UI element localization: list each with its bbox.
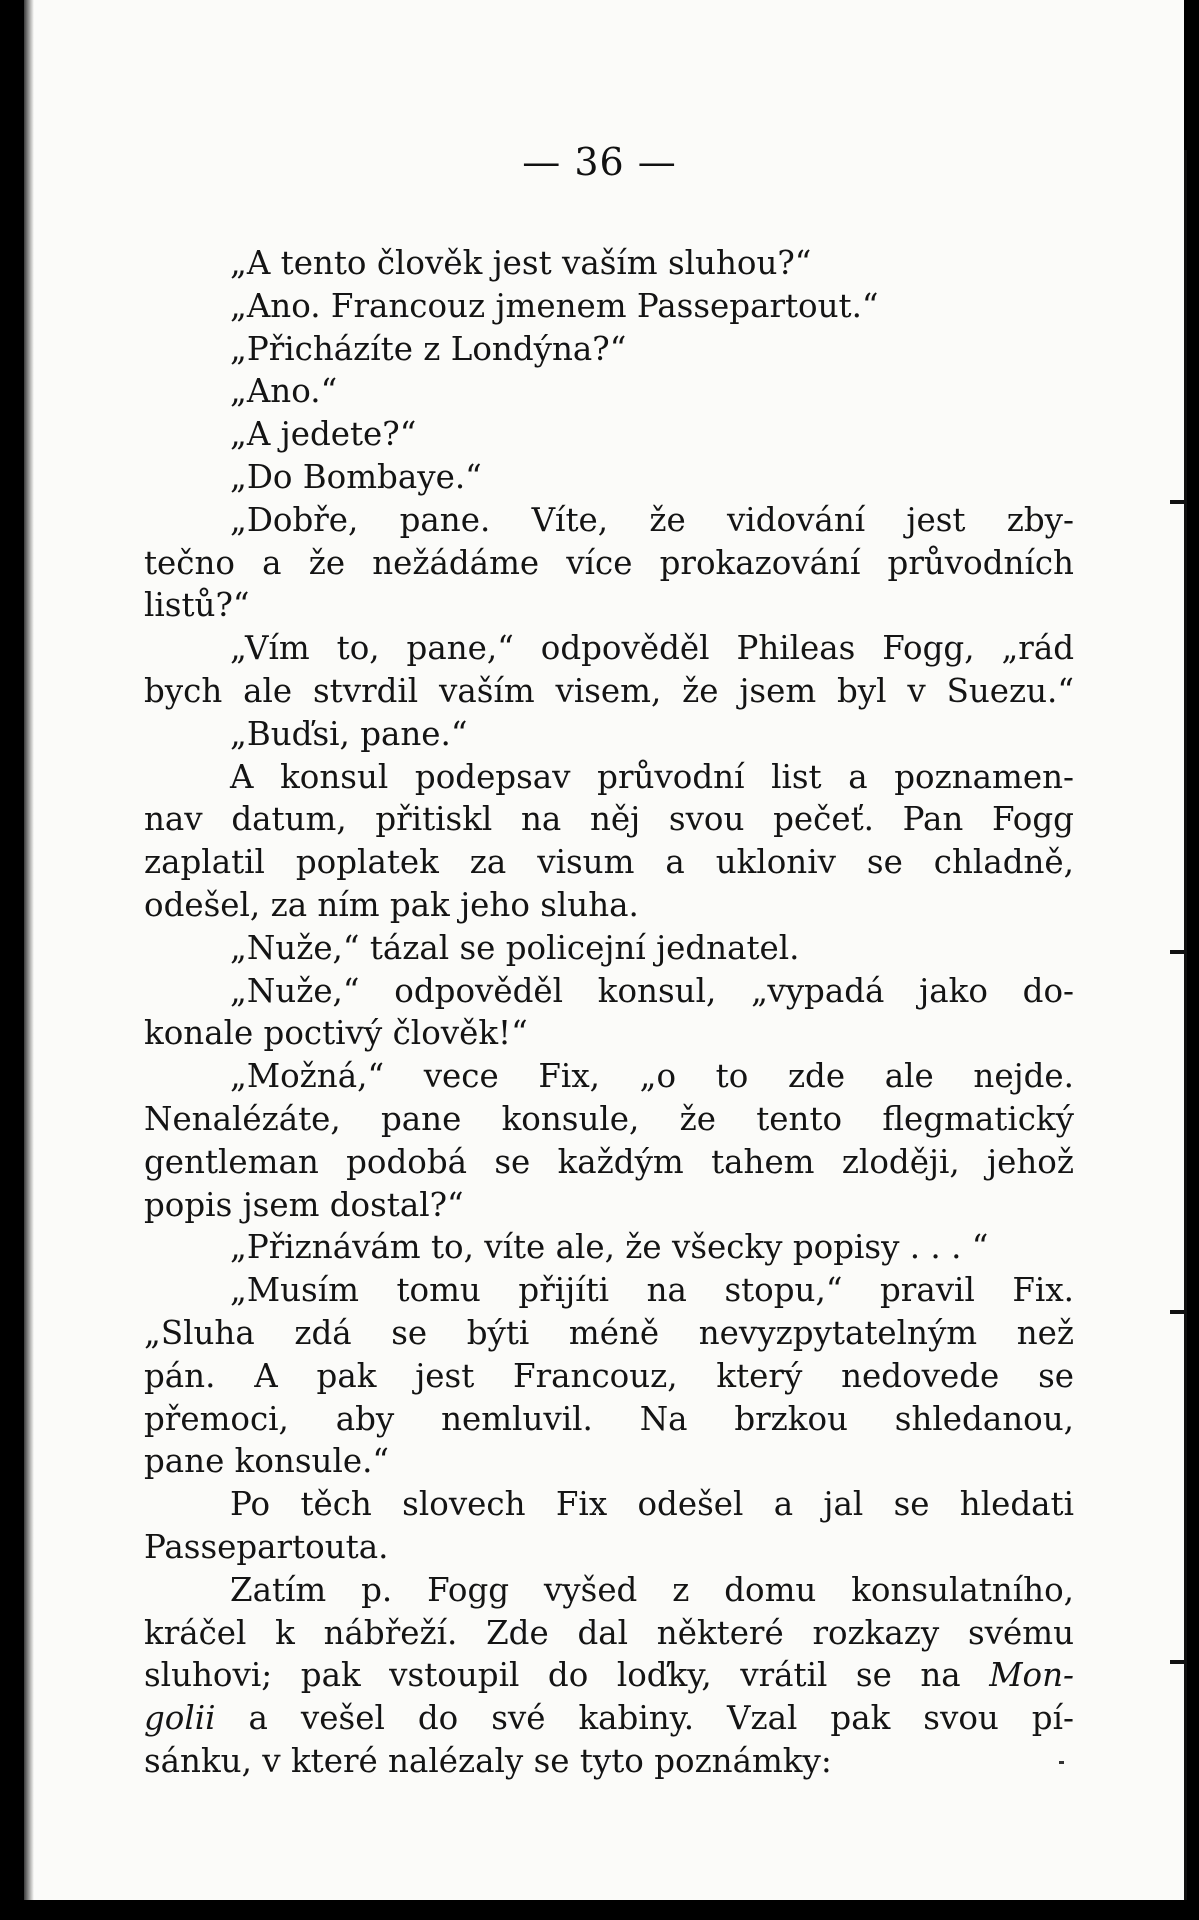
text-line: sluhovi; pak vstoupil do loďky, vrátil se na Mon- [144,1656,1074,1695]
text-line: pán. A pak jest Francouz, který nedovede se [144,1356,1074,1395]
text-line: „Přicházíte z Londýna?“ [230,329,627,368]
text-line: Zatím p. Fogg vyšed z domu konsulatního, [230,1570,1074,1609]
text-line: popis jsem dostal?“ [144,1185,464,1224]
text-line: odešel, za ním pak jeho sluha. [144,885,639,924]
text-line: nav datum, přitiskl na něj svou pečeť. Pan Fogg [144,800,1074,839]
text-line: Nenalézáte, pane konsule, že tento flegmatický [144,1099,1074,1138]
text-line: konale poctivý člověk!“ [144,1014,528,1053]
text-line: listů?“ [144,586,250,625]
text-line: „Ano.“ [230,372,338,411]
text-line: Passepartouta. [144,1527,389,1566]
text-line: gentleman podobá se každým tahem zloději, jehož [144,1142,1074,1181]
edge-tick-mark [1170,1660,1184,1664]
text-line: „Do Bombaye.“ [230,457,482,496]
text-line: sánku, v které nalézaly se tyto poznámky: [144,1741,832,1780]
edge-tick-mark [1170,500,1184,504]
text-line: „Buďsi, pane.“ [230,714,468,753]
text-line: bych ale stvrdil vaším visem, že jsem byl v Suezu.“ [144,671,1074,710]
text-line: A konsul podepsav průvodní list a poznamen- [230,757,1074,796]
edge-tick-mark [1170,1310,1184,1314]
page-right-edge-rule [1184,150,1187,1900]
page-left-edge-shadow [24,0,34,1900]
text-line: pane konsule.“ [144,1442,390,1481]
text-line: „Dobře, pane. Víte, že vidování jest zby- [230,500,1074,539]
text-line: „Nuže,“ tázal se policejní jednatel. [230,928,800,967]
edge-tick-mark [1170,950,1184,954]
text-line: Po těch slovech Fix odešel a jal se hledati [230,1485,1074,1524]
text-line: „Přiznávám to, víte ale, že všecky popisy . . . “ [230,1228,989,1267]
text-line: „Možná,“ vece Fix, „o to zde ale nejde. [230,1057,1074,1096]
body-text [144,242,1074,1783]
text-line: zaplatil poplatek za visum a ukloniv se chladně, [144,843,1074,882]
text-line: kráčel k nábřeží. Zde dal některé rozkazy svému [144,1613,1074,1652]
text-line: „A jedete?“ [230,415,417,454]
text-line: přemoci, aby nemluvil. Na brzkou shledanou, [144,1399,1074,1438]
text-line: „Nuže,“ odpověděl konsul, „vypadá jako do- [230,971,1074,1010]
text-line: tečno a že nežádáme více prokazování průvodních [144,543,1074,582]
text-line: „A tento člověk jest vaším sluhou?“ [230,244,812,282]
stray-ink-mark [1059,1761,1064,1764]
text-line: „Musím tomu přijíti na stopu,“ pravil Fix. [230,1271,1074,1310]
text-line: „Sluha zdá se býti méně nevyzpytatelným než [144,1313,1074,1352]
text-line: golii a vešel do své kabiny. Vzal pak svou pí- [144,1699,1074,1738]
text-line: „Ano. Francouz jmenem Passepartout.“ [230,286,879,325]
text-line: „Vím to, pane,“ odpověděl Phileas Fogg, „rád [230,629,1074,668]
page-number: — 36 — [522,140,677,184]
